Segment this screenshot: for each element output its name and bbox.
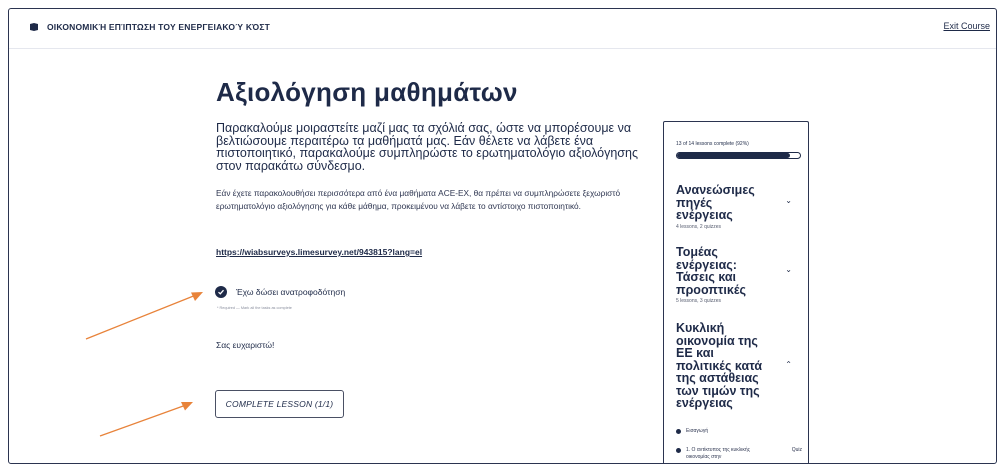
module-meta: 4 lessons, 2 quizzes bbox=[676, 223, 722, 230]
chevron-down-icon[interactable]: ⌄ bbox=[785, 196, 792, 205]
thanks-text: Σας ευχαριστώ! bbox=[216, 340, 275, 350]
arrow-to-checkbox bbox=[86, 292, 203, 339]
module-meta: 5 lessons, 3 quizzes bbox=[676, 298, 722, 304]
chevron-up-icon[interactable]: ⌃ bbox=[785, 360, 792, 369]
arrow-to-complete-button bbox=[100, 402, 193, 436]
required-note: * Required — Mark all the tasks as complete bbox=[217, 306, 292, 310]
module-title: Τομέας ενέργειας: Τάσεις και προοπτικές bbox=[676, 245, 746, 297]
progress-label: 13 of 14 lessons complete (92%) bbox=[676, 141, 749, 147]
exit-course-link[interactable]: Exit Course bbox=[943, 21, 990, 31]
intro-paragraph: Παρακαλούμε μοιραστείτε μαζί μας τα σχόλιά σας, ώστε να μπορέσουμε να βελτιώσουμε περαιτέρω τα μαθήματά μας. Εάν θέλετε να λάβετε ένα πιστοποιητικό, παρακαλούμε συμπληρώστε το ερωτηματολόγιο αξιολόγησης στον παρακάτω σύνδεσμο. bbox=[216, 121, 638, 173]
checkbox-label: Έχω δώσει ανατροφοδότηση bbox=[236, 287, 346, 297]
module-title: Ανανεώσιμες πηγές ενέργειας bbox=[676, 183, 755, 222]
course-title: ΟΙΚΟΝΟΜΙΚΉ ΕΠΊΠΤΩΣΗ ΤΟΥ ΕΝΕΡΓΕΙΑΚΟΎ ΚΌΣΤ bbox=[47, 22, 271, 32]
quiz-tag: Quiz bbox=[791, 447, 802, 453]
complete-lesson-button[interactable]: COMPLETE LESSON (1/1) bbox=[215, 390, 344, 418]
chevron-down-icon[interactable]: ⌄ bbox=[785, 265, 792, 274]
survey-link[interactable]: https://wiabsurveys.limesurvey.net/943815?lang=el bbox=[216, 247, 423, 257]
lesson-label: Εισαγωγή bbox=[686, 428, 709, 434]
lesson-title: Αξιολόγηση μαθημάτων bbox=[216, 77, 518, 107]
note-paragraph: Εάν έχετε παρακολουθήσει περισσότερα από ένα μαθήματα ACE-EX, θα πρέπει να συμπληρώσετε ξεχωριστό ερωτηματολόγιο αξιολόγησης για κάθε μάθημα, προκειμένου να λάβετε το αντίστοιχο πιστοποιητικό. bbox=[216, 188, 621, 211]
lesson-label: 1. Ο αντίκτυπος της κυκλικής οικονομίας στην bbox=[686, 447, 751, 460]
module-title: Κυκλική οικονομία της ΕΕ και πολιτικές κατά της αστάθειας των τιμών της ενέργειας bbox=[676, 321, 763, 410]
